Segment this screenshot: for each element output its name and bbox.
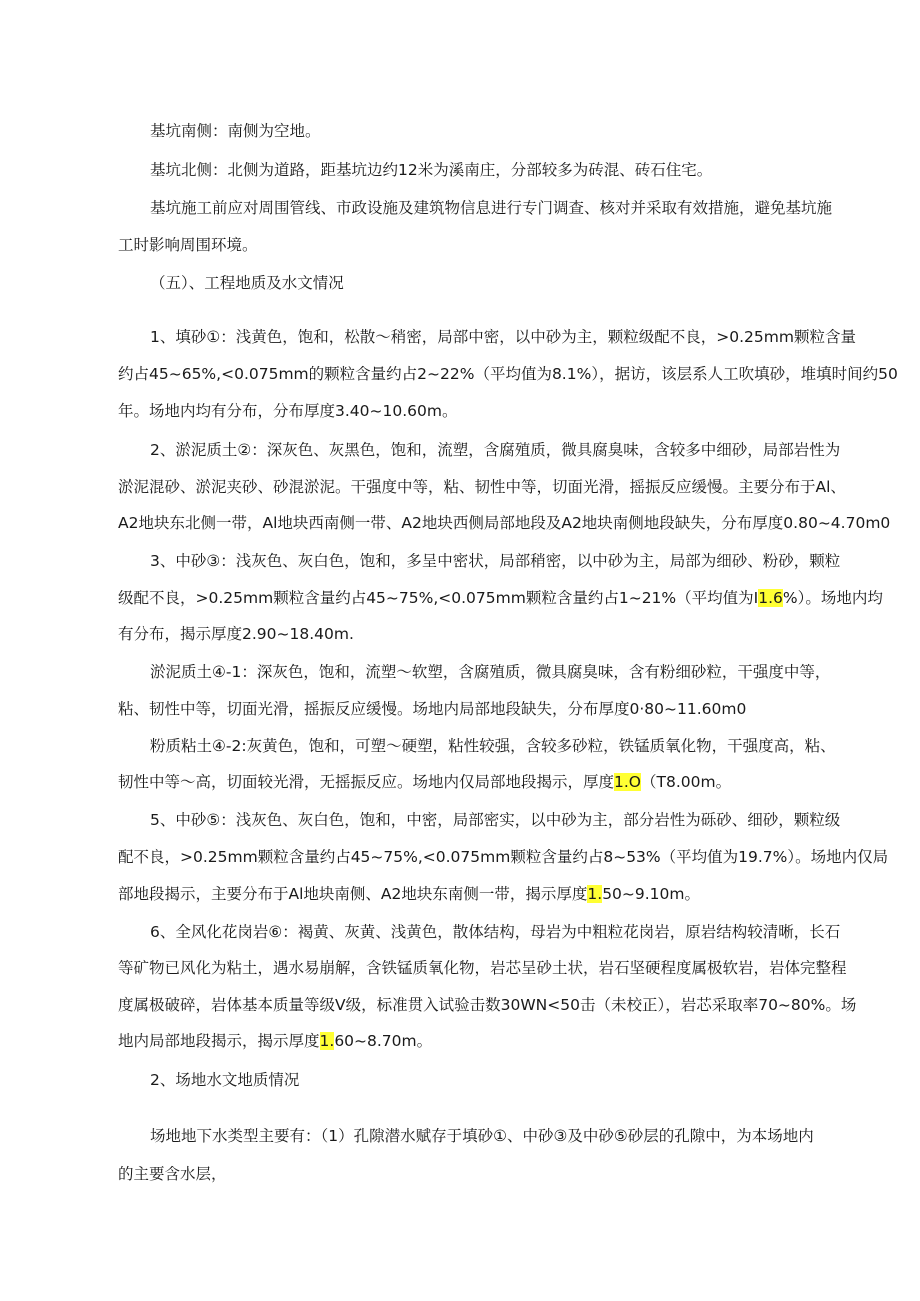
text-segment: 级配不良，>0.25mm颗粒含量约占45~75%,<0.075mm颗粒含量约占1~21%（平均值为I [118, 589, 759, 607]
text-line-24: 度属极破碎，岩体基本质量等级V级，标准贯入试验击数30WN<50击（未校正），岩芯采取率70~80%。场 [118, 996, 857, 1014]
text-line-22: 6、全风化花岗岩⑥：褐黄、灰黄、浅黄色，散体结构，母岩为中粗粒花岗岩，原岩结构较清晰，长石 [150, 923, 841, 941]
text-segment: 60~8.70m。 [334, 1032, 433, 1050]
text-segment: 50~9.10m。 [602, 885, 701, 903]
text-line-7: 约占45~65%,<0.075mm的颗粒含量约占2~22%（平均值为8.1%），据访，该层系人工吹填砂，堆填时间约50 [118, 365, 898, 383]
text-line-6: 1、填砂①：浅黄色，饱和，松散～稍密，局部中密，以中砂为主，颗粒级配不良，>0.25mm颗粒含量 [150, 328, 856, 346]
text-line-18 [118, 772, 731, 792]
text-line-1: 基坑南侧：南侧为空地。 [150, 122, 321, 140]
text-line-17: 粉质粘土④-2:灰黄色，饱和，可塑～硬塑，粘性较强，含较多砂粒，铁锰质氧化物，干强度高，粘、 [150, 737, 836, 755]
text-segment: （T8.00m。 [641, 773, 732, 791]
text-line-14: 有分布，揭示厚度2.90~18.40m. [118, 625, 354, 643]
text-line-15: 淤泥质土④-1：深灰色，饱和，流塑～软塑，含腐殖质，微具腐臭味，含有粉细砂粒，干强度中等， [150, 663, 831, 681]
text-line-16: 粘、韧性中等，切面光滑，摇振反应缓慢。场地内局部地段缺失，分布厚度0·80~11.60m0 [118, 700, 747, 718]
text-line-10: 淤泥混砂、淤泥夹砂、砂混淤泥。干强度中等，粘、韧性中等，切面光滑，摇振反应缓慢。主要分布于Al、 [118, 478, 846, 496]
text-line-8: 年。场地内均有分布，分布厚度3.40~10.60m。 [118, 402, 458, 420]
text-line-25 [118, 1031, 432, 1051]
text-line-13 [118, 588, 883, 608]
text-line-9: 2、淤泥质土②：深灰色、灰黑色，饱和，流塑，含腐殖质，微具腐臭味，含较多中细砂，局部岩性为 [150, 441, 841, 459]
text-line-3: 基坑施工前应对周围管线、市政设施及建筑物信息进行专门调查、核对并采取有效措施，避免基坑施 [150, 199, 833, 217]
text-line-2: 基坑北侧：北侧为道路，距基坑边约12米为溪南庄，分部较多为砖混、砖石住宅。 [150, 161, 713, 179]
section-heading-geology: （五）、工程地质及水文情况 [150, 274, 344, 292]
text-line-19: 5、中砂⑤：浅灰色、灰白色，饱和，中密，局部密实，以中砂为主，部分岩性为砾砂、细砂，颗粒级 [150, 811, 841, 829]
text-line-28: 的主要含水层， [118, 1165, 227, 1183]
text-line-4: 工时影响周围环境。 [118, 236, 258, 254]
text-line-23: 等矿物已风化为粘土，遇水易崩解，含铁锰质氧化物，岩芯呈砂土状，岩石坚硬程度属极软岩，岩体完整程 [118, 959, 847, 977]
highlight-mark: 1. [319, 1032, 335, 1050]
text-line-11: A2地块东北侧一带，Al地块西南侧一带、A2地块西侧局部地段及A2地块南侧地段缺失，分布厚度0.80~4.70m0 [118, 514, 891, 532]
text-line-12: 3、中砂③：浅灰色、灰白色，饱和，多呈中密状，局部稍密，以中砂为主，局部为细砂、粉砂，颗粒 [150, 552, 841, 570]
text-segment: 部地段揭示，主要分布于Al地块南侧、A2地块东南侧一带，揭示厚度 [118, 885, 588, 903]
text-line-27: 场地地下水类型主要有：（1）孔隙潜水赋存于填砂①、中砂③及中砂⑤砂层的孔隙中，为本场地内 [150, 1127, 814, 1145]
text-segment: 韧性中等～高，切面较光滑，无摇振反应。场地内仅局部地段揭示，厚度 [118, 773, 615, 791]
highlight-mark: 1.O [614, 773, 642, 791]
section-heading-hydrology: 2、场地水文地质情况 [150, 1071, 300, 1089]
text-line-20: 配不良，>0.25mm颗粒含量约占45~75%,<0.075mm颗粒含量约占8~53%（平均值为19.7%）。场地内仅局 [118, 848, 889, 866]
highlight-mark: 1. [587, 885, 603, 903]
text-segment: 地内局部地段揭示，揭示厚度 [118, 1032, 320, 1050]
text-line-21 [118, 884, 700, 904]
highlight-mark: 1.6 [758, 589, 783, 607]
text-segment: %）。场地内均 [782, 589, 883, 607]
